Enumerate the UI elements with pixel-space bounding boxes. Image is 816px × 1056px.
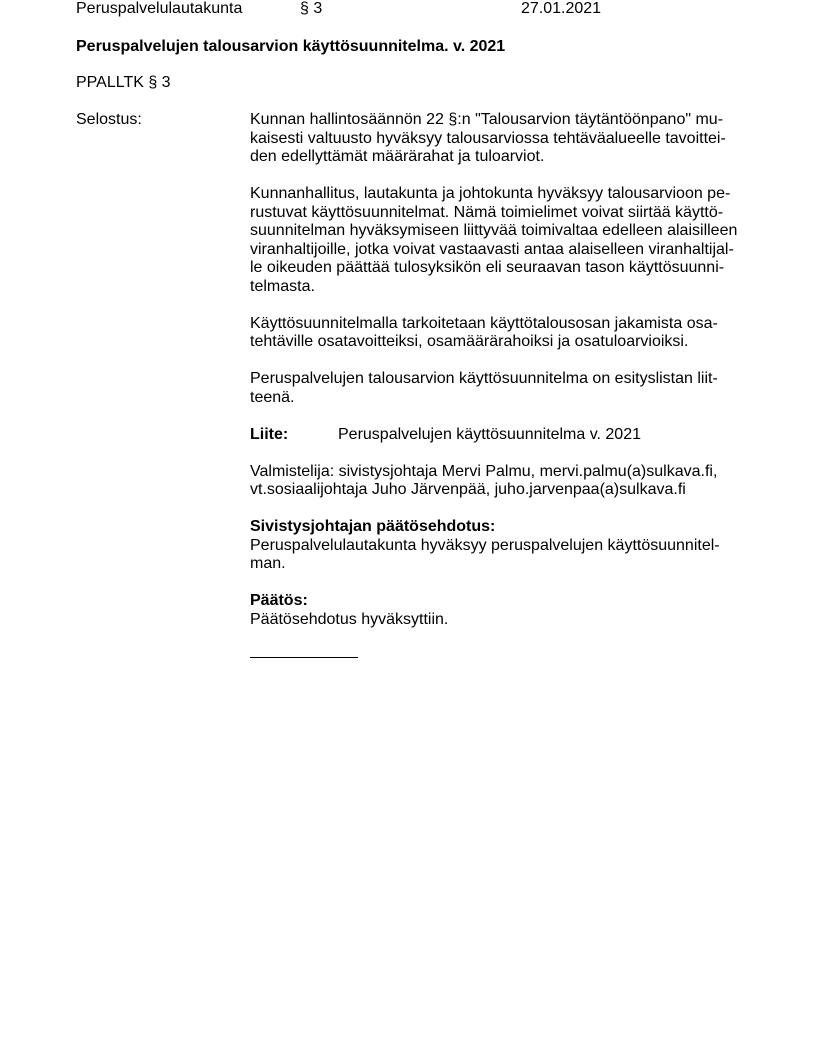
text-line: rustuvat käyttösuunnitelmat. Nämä toimielimet voivat siirtää käyttö-	[250, 203, 724, 221]
decision-heading: Päätös:	[250, 592, 308, 609]
text-line: vt.sosiaalijohtaja Juho Järvenpää, juho.jarvenpaa(a)sulkava.fi	[250, 481, 686, 498]
header-organization: Peruspalvelulautakunta	[76, 0, 243, 17]
paragraph-1	[250, 111, 750, 167]
paragraph-4	[250, 370, 750, 407]
text-line: man.	[250, 555, 286, 572]
text-line: Peruspalvelujen talousarvion käyttösuunnitelma on esityslistan liit-	[250, 370, 718, 387]
text-line: tehtäville osatavoitteiksi, osamäärärahoiksi ja osatuloarvioiksi.	[250, 333, 689, 350]
decision-block	[250, 592, 750, 629]
paragraph-3	[250, 315, 750, 352]
signature-line	[250, 657, 358, 658]
text-line: kaisesti valtuusto hyväksyy talousarviossa tehtäväalueelle tavoittei-	[250, 129, 726, 147]
text-line: Kunnan hallintosäännön 22 §:n "Talousarvion täytäntöönpano" mu-	[250, 111, 724, 128]
attachment-row	[250, 426, 750, 445]
text-line: Peruspalvelulautakunta hyväksyy peruspalvelujen käyttösuunnitel-	[250, 536, 720, 554]
text-line: teenä.	[250, 388, 295, 406]
text-line: den edellyttämät määrärahat ja tuloarviot.	[250, 148, 545, 165]
attachment-value: Peruspalvelujen käyttösuunnitelma v. 2021	[338, 425, 641, 443]
header-paragraph-number: § 3	[300, 0, 323, 17]
body-column	[250, 111, 750, 658]
reference-number: PPALLTK § 3	[76, 74, 171, 91]
text-line: Kunnanhallitus, lautakunta ja johtokunta hyväksyy talousarvioon pe-	[250, 185, 731, 202]
text-line: telmasta.	[250, 277, 315, 295]
preparer-info	[250, 463, 750, 500]
proposal-block	[250, 518, 750, 574]
header-date: 27.01.2021	[521, 0, 602, 17]
paragraph-2	[250, 185, 750, 296]
document-title: Peruspalvelujen talousarvion käyttösuunnitelma. v. 2021	[76, 38, 506, 55]
decision-text: Päätösehdotus hyväksyttiin.	[250, 610, 449, 628]
text-line: Käyttösuunnitelmalla tarkoitetaan käyttötalousosan jakamista osa-	[250, 314, 718, 332]
text-line: suunnitelman hyväksymiseen liittyvää toimivaltaa edelleen alaisilleen	[250, 222, 738, 239]
section-label: Selostus:	[76, 111, 142, 128]
text-line: le oikeuden päättää tulosyksikön eli seuraavan tason käyttösuunni-	[250, 259, 725, 276]
attachment-label: Liite:	[250, 425, 289, 443]
proposal-heading: Sivistysjohtajan päätösehdotus:	[250, 518, 496, 535]
text-line: viranhaltijoille, jotka voivat vastaavasti antaa alaiselleen viranhaltijal-	[250, 240, 734, 258]
text-line: Valmistelija: sivistysjohtaja Mervi Palmu, mervi.palmu(a)sulkava.fi,	[250, 462, 718, 480]
